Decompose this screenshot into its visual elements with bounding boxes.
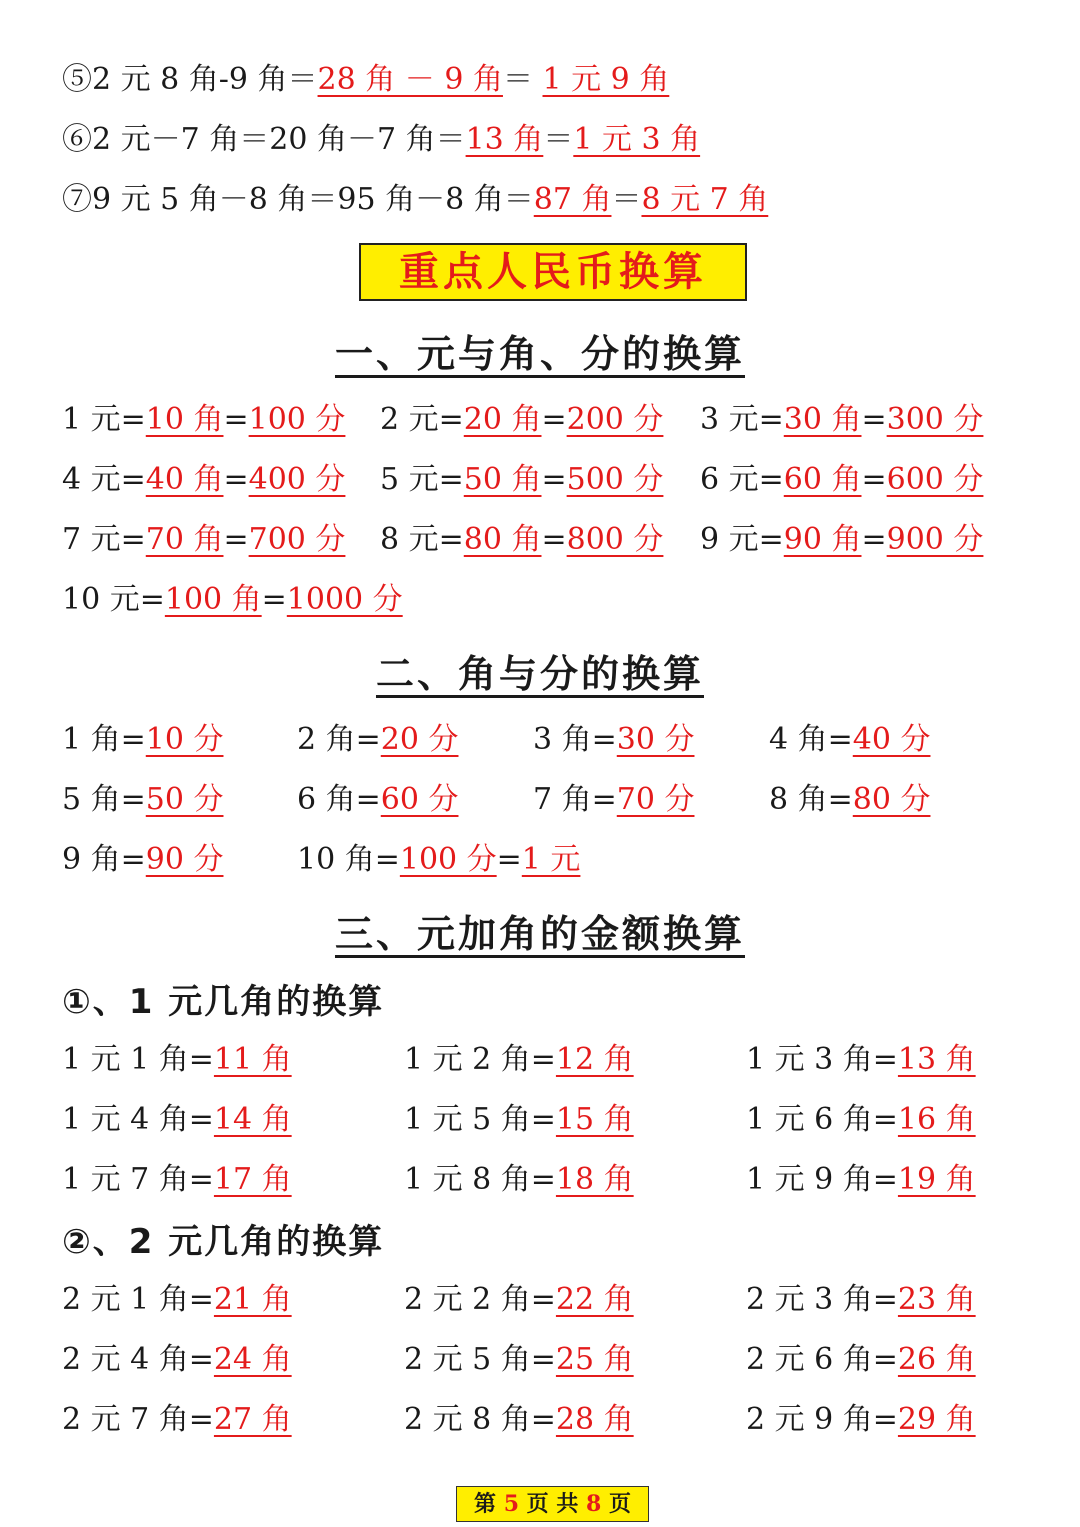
conversion-item: [746, 1160, 976, 1200]
banner-title: 重点人民币换算: [359, 243, 747, 301]
conversion-item: [62, 1100, 292, 1140]
conversion-item: [404, 1340, 634, 1380]
section-title-text: 二、角与分的换算: [375, 652, 704, 696]
question-text: 1 元 5 角=: [404, 1102, 556, 1137]
question-text: 2 元 3 角=: [746, 1282, 898, 1317]
question-text: 2 元 4 角=: [62, 1342, 214, 1377]
question-text: 1 角=: [62, 722, 146, 757]
answer-text: 1000 分: [286, 582, 403, 617]
answer-text: 10 角: [145, 402, 224, 437]
answer-text: 17 角: [213, 1162, 292, 1197]
equals-sign: =: [861, 462, 887, 497]
conversion-item: [380, 460, 663, 500]
answer-text: 30 角: [783, 402, 862, 437]
question-text: 5 元=: [380, 462, 464, 497]
answer-text: 900 分: [886, 522, 984, 557]
equals-sign: ＝: [543, 122, 574, 157]
question-text: 2 角=: [297, 722, 381, 757]
conversion-item: [62, 840, 223, 880]
question-text: 1 元 3 角=: [746, 1042, 898, 1077]
answer-text: 50 角: [463, 462, 542, 497]
answer-text: 60 分: [380, 782, 459, 817]
question-text: 1 元 1 角=: [62, 1042, 214, 1077]
answer-text: 28 角 － 9 角: [317, 62, 503, 97]
question-text: 2 元 6 角=: [746, 1342, 898, 1377]
question-text: 10 元=: [62, 582, 165, 617]
question-text: 8 角=: [769, 782, 853, 817]
conversion-item: [769, 720, 930, 760]
answer-text: 22 角: [555, 1282, 634, 1317]
answer-text: 20 分: [380, 722, 459, 757]
conversion-item: [62, 1400, 292, 1440]
conversion-item: [62, 580, 403, 620]
answer-text: 13 角: [897, 1042, 976, 1077]
question-text: ⑥2 元－7 角＝20 角－7 角＝: [62, 122, 466, 157]
answer-text: 90 分: [145, 842, 224, 877]
question-text: 1 元 9 角=: [746, 1162, 898, 1197]
conversion-item: [380, 400, 663, 440]
footer-text: 第: [474, 1491, 504, 1517]
question-text: 3 元=: [700, 402, 784, 437]
equals-sign: =: [861, 522, 887, 557]
answer-text: 800 分: [566, 522, 664, 557]
answer-text: 25 角: [555, 1342, 634, 1377]
equals-sign: =: [223, 462, 249, 497]
answer-text: 600 分: [886, 462, 984, 497]
answer-text: 90 角: [783, 522, 862, 557]
top-line-7: [62, 180, 768, 220]
conversion-item: [62, 780, 223, 820]
conversion-item: [533, 780, 694, 820]
question-text: 7 角=: [533, 782, 617, 817]
answer-text: 12 角: [555, 1042, 634, 1077]
conversion-item: [62, 520, 345, 560]
answer-text: 30 分: [616, 722, 695, 757]
question-text: 7 元=: [62, 522, 146, 557]
question-text: 2 元 8 角=: [404, 1402, 556, 1437]
conversion-item: [62, 720, 223, 760]
question-text: ⑤2 元 8 角-9 角＝: [62, 62, 318, 97]
conversion-item: [746, 1040, 976, 1080]
question-text: ⑦9 元 5 角－8 角＝95 角－8 角＝: [62, 182, 534, 217]
conversion-item: [746, 1400, 976, 1440]
conversion-item: [62, 1280, 292, 1320]
subsection-title-1: ①、1 元几角的换算: [62, 982, 385, 1022]
section-title-text: 一、元与角、分的换算: [334, 332, 745, 376]
answer-text: 27 角: [213, 1402, 292, 1437]
answer-text: 60 角: [783, 462, 862, 497]
conversion-item: [404, 1040, 634, 1080]
answer-text: 1 元 9 角: [542, 62, 670, 97]
question-text: 1 元 7 角=: [62, 1162, 214, 1197]
conversion-item: [404, 1100, 634, 1140]
question-text: 2 元 5 角=: [404, 1342, 556, 1377]
answer-text: 28 角: [555, 1402, 634, 1437]
answer-text: 50 分: [145, 782, 224, 817]
conversion-item: [380, 520, 663, 560]
total-page-number: 8: [585, 1491, 602, 1517]
conversion-item: [62, 1040, 292, 1080]
equals-sign: =: [541, 462, 567, 497]
answer-text: 10 分: [145, 722, 224, 757]
answer-text: 200 分: [566, 402, 664, 437]
footer-text: 页: [601, 1491, 631, 1517]
question-text: 2 元 9 角=: [746, 1402, 898, 1437]
answer-text: 40 角: [145, 462, 224, 497]
section-title-1: [0, 330, 1080, 378]
answer-text: 400 分: [248, 462, 346, 497]
conversion-item: [700, 460, 983, 500]
conversion-item: [404, 1280, 634, 1320]
conversion-item: [297, 720, 458, 760]
question-text: 1 元=: [62, 402, 146, 437]
question-text: 10 角=: [297, 842, 400, 877]
top-line-6: [62, 120, 700, 160]
conversion-item: [700, 520, 983, 560]
equals-sign: =: [496, 842, 522, 877]
answer-text: 15 角: [555, 1102, 634, 1137]
equals-sign: =: [261, 582, 287, 617]
question-text: 9 角=: [62, 842, 146, 877]
conversion-item: [700, 400, 983, 440]
answer-text: 11 角: [213, 1042, 292, 1077]
answer-text: 100 分: [399, 842, 497, 877]
conversion-item: [404, 1160, 634, 1200]
question-text: 1 元 4 角=: [62, 1102, 214, 1137]
section-title-text: 三、元加角的金额换算: [334, 912, 745, 956]
question-text: 1 元 8 角=: [404, 1162, 556, 1197]
answer-text: 14 角: [213, 1102, 292, 1137]
equals-sign: ＝: [611, 182, 642, 217]
question-text: 6 角=: [297, 782, 381, 817]
equals-sign: =: [861, 402, 887, 437]
conversion-item: [297, 840, 580, 880]
answer-text: 19 角: [897, 1162, 976, 1197]
equals-sign: ＝: [502, 62, 543, 97]
answer-text: 1 元: [521, 842, 581, 877]
answer-text: 8 元 7 角: [641, 182, 769, 217]
question-text: 1 元 6 角=: [746, 1102, 898, 1137]
question-text: 3 角=: [533, 722, 617, 757]
answer-text: 13 角: [465, 122, 544, 157]
question-text: 4 角=: [769, 722, 853, 757]
equals-sign: =: [223, 402, 249, 437]
answer-text: 20 角: [463, 402, 542, 437]
conversion-item: [62, 460, 345, 500]
answer-text: 700 分: [248, 522, 346, 557]
top-line-5: [62, 60, 669, 100]
question-text: 6 元=: [700, 462, 784, 497]
answer-text: 16 角: [897, 1102, 976, 1137]
question-text: 2 元 1 角=: [62, 1282, 214, 1317]
equals-sign: =: [541, 522, 567, 557]
answer-text: 100 分: [248, 402, 346, 437]
answer-text: 100 角: [164, 582, 262, 617]
answer-text: 29 角: [897, 1402, 976, 1437]
equals-sign: =: [223, 522, 249, 557]
answer-text: 87 角: [533, 182, 612, 217]
answer-text: 70 角: [145, 522, 224, 557]
conversion-item: [746, 1280, 976, 1320]
answer-text: 80 角: [463, 522, 542, 557]
answer-text: 26 角: [897, 1342, 976, 1377]
answer-text: 70 分: [616, 782, 695, 817]
section-title-2: [0, 650, 1080, 698]
conversion-item: [62, 1160, 292, 1200]
question-text: 2 元 7 角=: [62, 1402, 214, 1437]
answer-text: 1 元 3 角: [573, 122, 701, 157]
conversion-item: [297, 780, 458, 820]
question-text: 2 元=: [380, 402, 464, 437]
conversion-item: [404, 1400, 634, 1440]
question-text: 4 元=: [62, 462, 146, 497]
question-text: 5 角=: [62, 782, 146, 817]
conversion-item: [746, 1340, 976, 1380]
subsection-title-2: ②、2 元几角的换算: [62, 1222, 385, 1262]
answer-text: 24 角: [213, 1342, 292, 1377]
question-text: 9 元=: [700, 522, 784, 557]
question-text: 8 元=: [380, 522, 464, 557]
equals-sign: =: [541, 402, 567, 437]
answer-text: 80 分: [852, 782, 931, 817]
page-footer: [456, 1486, 649, 1522]
answer-text: 500 分: [566, 462, 664, 497]
answer-text: 23 角: [897, 1282, 976, 1317]
conversion-item: [62, 400, 345, 440]
conversion-item: [769, 780, 930, 820]
footer-text: 页 共: [519, 1491, 586, 1517]
section-title-3: [0, 910, 1080, 958]
conversion-item: [746, 1100, 976, 1140]
answer-text: 18 角: [555, 1162, 634, 1197]
conversion-item: [62, 1340, 292, 1380]
answer-text: 300 分: [886, 402, 984, 437]
question-text: 2 元 2 角=: [404, 1282, 556, 1317]
answer-text: 40 分: [852, 722, 931, 757]
conversion-item: [533, 720, 694, 760]
answer-text: 21 角: [213, 1282, 292, 1317]
question-text: 1 元 2 角=: [404, 1042, 556, 1077]
current-page-number: 5: [503, 1491, 519, 1517]
